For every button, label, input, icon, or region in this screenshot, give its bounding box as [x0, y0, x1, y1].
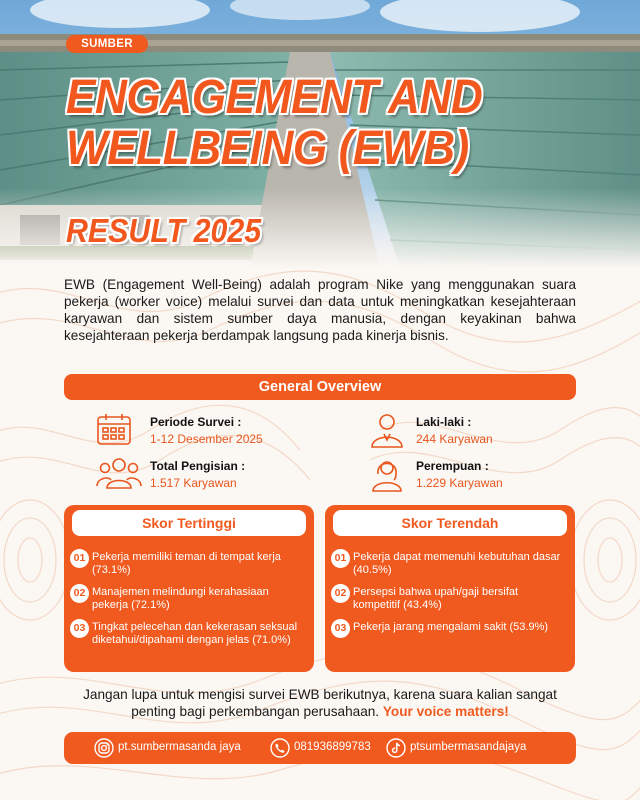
- instagram-link[interactable]: [94, 738, 264, 758]
- item-number: 01: [70, 549, 89, 568]
- list-item: [331, 549, 569, 579]
- lowest-score-title: Skor Terendah: [333, 510, 567, 536]
- overview-female: [370, 456, 570, 496]
- list-item: [70, 549, 308, 579]
- item-text: Persepsi bahwa upah/gaji bersifat kompetitif (43.4%): [353, 586, 519, 612]
- instagram-handle: pt.sumbermasanda jaya: [118, 741, 241, 753]
- contact-bar: [64, 732, 576, 764]
- overview-total: [96, 456, 316, 496]
- closing-highlight: Your voice matters!: [382, 704, 509, 719]
- hero-banner: [0, 0, 640, 268]
- group-icon: [96, 456, 142, 490]
- tiktok-icon: [386, 738, 406, 758]
- lowest-score-card: [325, 505, 575, 672]
- highest-score-card: [64, 505, 314, 672]
- item-number: 01: [331, 549, 350, 568]
- item-text: Pekerja memiliki teman di tempat kerja (73.1%): [92, 551, 281, 577]
- overview-periode: [96, 412, 316, 452]
- list-item: [331, 584, 569, 614]
- list-item: [331, 619, 569, 649]
- item-text: Pekerja jarang mengalami sakit (53.9%): [353, 621, 549, 633]
- item-text: Tingkat pelecehan dan kekerasan seksual diketahui/dipahami dengan jelas (71.0%): [92, 621, 298, 647]
- phone-icon: [270, 738, 290, 758]
- highest-score-title: Skor Tertinggi: [72, 510, 306, 536]
- overview-male: [370, 412, 570, 452]
- phone-number: 081936899783: [294, 741, 371, 753]
- male-value: 244 Karyawan: [416, 432, 493, 446]
- tiktok-handle: ptsumbermasandajaya: [410, 741, 527, 753]
- item-number: 03: [331, 619, 350, 638]
- male-icon: [370, 412, 404, 448]
- total-value: 1.517 Karyawan: [150, 476, 237, 490]
- section-title-overview: General Overview: [64, 374, 576, 400]
- periode-value: 1-12 Desember 2025: [150, 432, 263, 446]
- periode-label: Periode Survei :: [150, 415, 242, 429]
- hero-subtitle: RESULT 2025: [66, 212, 262, 249]
- calendar-icon: [96, 412, 132, 446]
- item-text: Manajemen melindungi kerahasiaan pekerja (72.1%): [92, 586, 269, 612]
- total-label: Total Pengisian :: [150, 459, 246, 473]
- intro-paragraph: EWB (Engagement Well-Being) adalah program Nike yang menggunakan suara pekerja (worker voice) melalui survei dan data untuk meningkatkan kesejahteraan karyawan dan sistem sumber daya manusia, dengan keyakinan bahwa kesejahteraan pekerja berdampak langsung pada kinerja bisnis.: [64, 277, 576, 343]
- instagram-icon: [94, 738, 114, 758]
- hero-title-line2: WELLBEING (EWB): [66, 122, 469, 175]
- female-icon: [370, 456, 404, 492]
- male-label: Laki-laki :: [416, 415, 472, 429]
- list-item: [70, 619, 308, 663]
- female-label: Perempuan :: [416, 459, 489, 473]
- item-text: Pekerja dapat memenuhi kebutuhan dasar (40.5%): [353, 551, 561, 577]
- hero-title-line1: ENGAGEMENT AND: [66, 71, 483, 124]
- item-number: 02: [331, 584, 350, 603]
- closing-text: Jangan lupa untuk mengisi survei EWB berikutnya, karena suara kalian sangat penting bagi perkembangan perusahaan.: [83, 687, 557, 719]
- list-item: [70, 584, 308, 614]
- tiktok-link[interactable]: [386, 738, 566, 758]
- item-number: 02: [70, 584, 89, 603]
- closing-paragraph: [64, 686, 576, 720]
- female-value: 1.229 Karyawan: [416, 476, 503, 490]
- brand-badge: SUMBER: [66, 35, 148, 53]
- hero-title: [66, 72, 482, 174]
- item-number: 03: [70, 619, 89, 638]
- phone-link[interactable]: [270, 738, 390, 758]
